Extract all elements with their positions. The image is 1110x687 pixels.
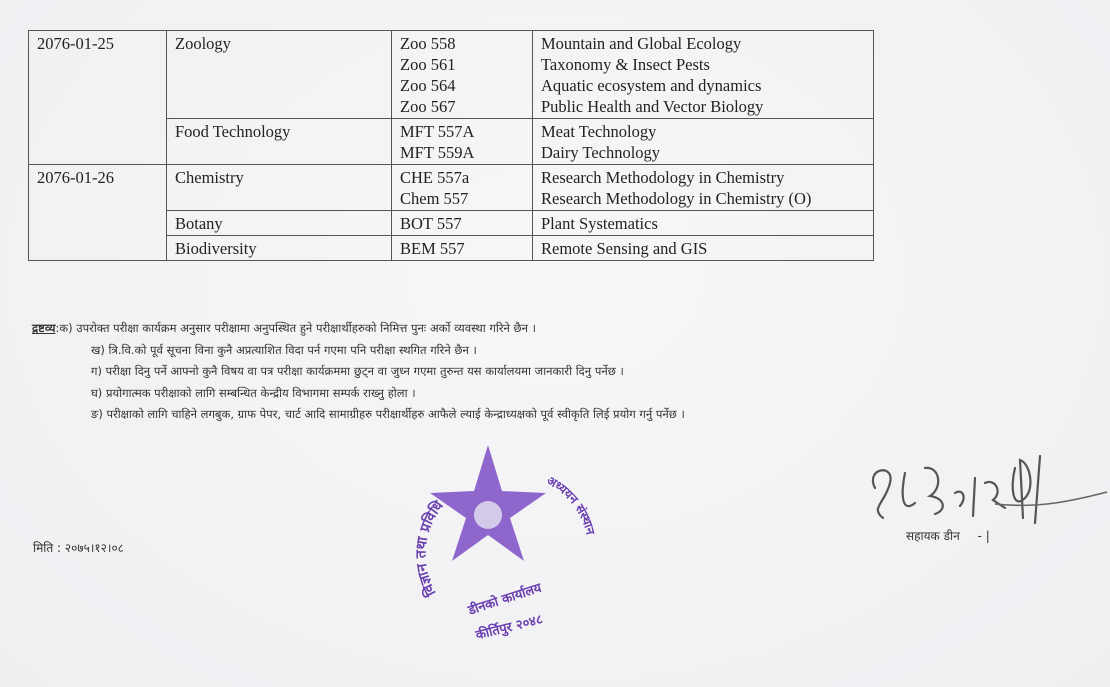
course-title: Research Methodology in Chemistry (O) bbox=[541, 189, 812, 208]
course-code: Chem 557 bbox=[400, 189, 469, 208]
course-title-cell bbox=[533, 211, 874, 236]
seal-text-left: विज्ञान तथा प्रविधि bbox=[413, 498, 447, 599]
signatory-mark: - | bbox=[977, 529, 990, 543]
seal-text-right: अध्ययन संस्थान bbox=[544, 473, 598, 536]
seal-text-bottom: कीर्तिपुर २०४८ bbox=[474, 612, 545, 644]
course-code: CHE 557a bbox=[400, 168, 470, 187]
subject-cell: Biodiversity bbox=[167, 236, 392, 261]
issue-date: मिति : २०७५।१२।०८ bbox=[33, 541, 124, 555]
course-title: Plant Systematics bbox=[541, 214, 658, 233]
exam-date-cell: 2076-01-25 bbox=[29, 31, 167, 165]
course-title: Aquatic ecosystem and dynamics bbox=[541, 76, 762, 95]
note-item-3: ग) परीक्षा दिनु पर्ने आफ्नो कुनै विषय वा पत्र परीक्षा कार्यक्रममा छुट्न वा जुध्न गएमा तुरुन्त यस कार्यालयमा जानकारी दिनु पर्नेछ । bbox=[91, 364, 624, 378]
seal-text-mid: डीनको कार्यालय bbox=[466, 580, 544, 619]
course-title: Public Health and Vector Biology bbox=[541, 97, 764, 116]
course-code-cell bbox=[392, 165, 533, 211]
note-item-4: घ) प्रयोगात्मक परीक्षाको लागि सम्बन्धित केन्द्रीय विभागमा सम्पर्क राख्नु होला । bbox=[91, 385, 416, 400]
exam-schedule-table bbox=[28, 30, 874, 261]
notes-section bbox=[32, 318, 1092, 426]
notes-heading: द्रष्टव्य bbox=[32, 321, 56, 335]
signatory-block bbox=[906, 527, 990, 544]
signatory-title: सहायक डीन bbox=[906, 529, 960, 543]
official-seal bbox=[396, 443, 616, 653]
subject-cell: Food Technology bbox=[167, 119, 392, 165]
course-title: Dairy Technology bbox=[541, 143, 661, 162]
course-code: Zoo 561 bbox=[400, 55, 456, 74]
course-code-cell bbox=[392, 31, 533, 119]
course-code-cell bbox=[392, 119, 533, 165]
subject-cell: Zoology bbox=[167, 31, 392, 119]
course-title: Meat Technology bbox=[541, 122, 657, 141]
table-row bbox=[29, 31, 874, 119]
note-text-1: :क) उपरोक्त परीक्षा कार्यक्रम अनुसार परीक्षामा अनुपस्थित हुने परीक्षार्थीहरुको निमित्त पुनः अर्को व्यवस्था गरिने छैन । bbox=[55, 321, 537, 335]
course-title: Remote Sensing and GIS bbox=[541, 239, 708, 258]
table-row bbox=[29, 165, 874, 211]
course-title-cell bbox=[533, 119, 874, 165]
course-code: BEM 557 bbox=[400, 239, 465, 258]
course-title-cell bbox=[533, 31, 874, 119]
course-code: Zoo 558 bbox=[400, 34, 456, 53]
course-title: Research Methodology in Chemistry bbox=[541, 168, 785, 187]
course-code-cell bbox=[392, 236, 533, 261]
course-code-cell bbox=[392, 211, 533, 236]
course-title-cell bbox=[533, 236, 874, 261]
note-item-1 bbox=[32, 318, 1092, 340]
course-code: Zoo 564 bbox=[400, 76, 456, 95]
course-code: BOT 557 bbox=[400, 214, 462, 233]
note-item-5: ङ) परीक्षाको लागि चाहिने लगबुक, ग्राफ पेपर, चार्ट आदि सामाग्रीहरु परीक्षार्थीहरु आफैले ल्याई केन्द्राध्यक्षको पूर्व स्वीकृति लिई प्रयोग गर्नु पर्नेछ । bbox=[91, 407, 685, 421]
subject-cell: Chemistry bbox=[167, 165, 392, 211]
exam-date-cell: 2076-01-26 bbox=[29, 165, 167, 261]
course-code: MFT 559A bbox=[400, 143, 475, 162]
course-title-cell bbox=[533, 165, 874, 211]
note-item-2: ख) त्रि.वि.को पूर्व सूचना विना कुनै अप्रत्याशित विदा पर्न गएमा पनि परीक्षा स्थगित गरिने छैन । bbox=[91, 342, 477, 357]
signature-text: तुलसी राई bbox=[855, 533, 859, 534]
subject-cell: Botany bbox=[167, 211, 392, 236]
course-title: Mountain and Global Ecology bbox=[541, 34, 742, 53]
course-code: MFT 557A bbox=[400, 122, 475, 141]
schedule-body bbox=[29, 31, 874, 261]
course-title: Taxonomy & Insect Pests bbox=[541, 55, 710, 74]
course-code: Zoo 567 bbox=[400, 97, 456, 116]
